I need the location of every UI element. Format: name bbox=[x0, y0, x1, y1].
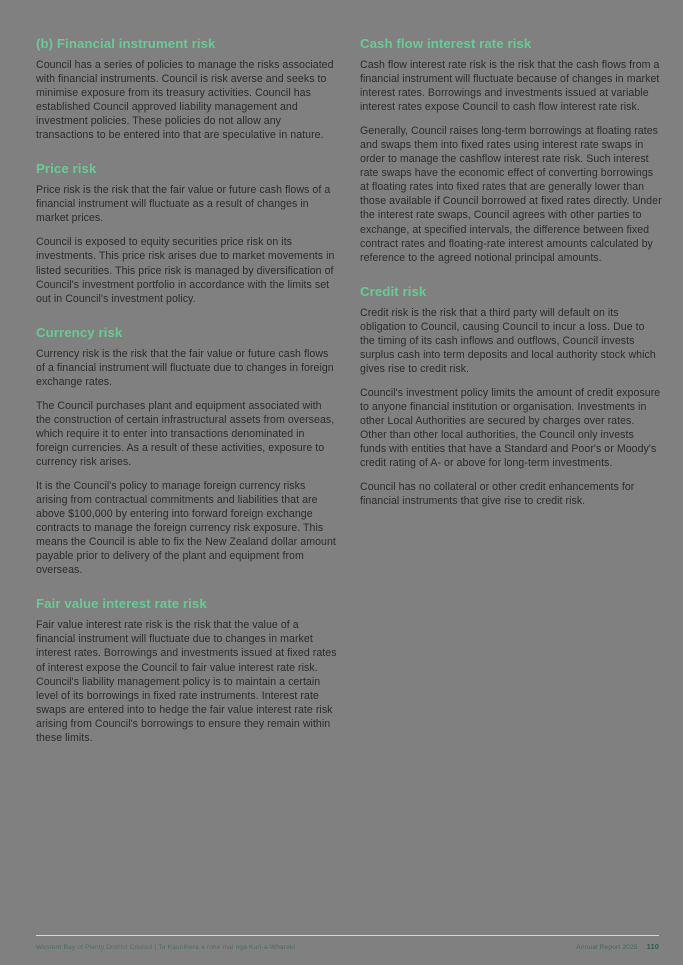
paragraph: Generally, Council raises long-term borrowings at floating rates and swaps them into fixed rates using interest rate swaps in order to manage the cashflow interest rate risk. Such interest rate swaps have the economic effect of converting borrowings at floating rates into fixed rates that are generally lower than those available if Council borrowed at fixed rates directly. Under the interest rate swaps, Council agrees with other parties to exchange, at specified intervals, the difference between fixed contract rates and floating-rate interest amounts calculated by reference to the agreed notional principal amounts. bbox=[360, 125, 662, 264]
paragraph: Council has no collateral or other credit enhancements for financial instruments that give rise to credit risk. bbox=[360, 481, 635, 508]
right-column bbox=[360, 36, 662, 508]
left-column bbox=[36, 36, 338, 745]
footer-row bbox=[36, 942, 659, 951]
paragraph: The Council purchases plant and equipment associated with the construction of certain infrastructural assets from overseas, which require it to enter into transactions denominated in foreign currencies. As a result of these activities, exposure to currency risk arises. bbox=[36, 399, 335, 468]
two-column-layout bbox=[36, 36, 662, 745]
footer-page-number: 110 bbox=[646, 942, 659, 951]
section-heading: Credit risk bbox=[360, 283, 427, 299]
footer-divider bbox=[36, 935, 659, 936]
footer-right-group bbox=[576, 942, 659, 951]
section-financial-instrument-risk bbox=[36, 36, 338, 142]
section-currency-risk bbox=[36, 325, 338, 578]
section-heading: Cash flow interest rate risk bbox=[360, 36, 532, 51]
paragraph: It is the Council's policy to manage foreign currency risks arising from contractual commitments and liabilities that are above $100,000 by entering into forward foreign exchange contracts to manage the foreign currency risk exposure. This means the Council is able to fix the New Zealand dollar amount payable prior to delivery of the plant and equipment from overseas. bbox=[36, 480, 336, 577]
section-price-risk bbox=[36, 161, 338, 305]
paragraph: Currency risk is the risk that the fair value or future cash flows of a financial instrument will fluctuate due to changes in foreign exchange rates. bbox=[36, 347, 334, 388]
paragraph: Council has a series of policies to manage the risks associated with financial instruments. Council is risk averse and seeks to minimise exposure from its treasury activities. Council has established Council approved liability management and investment policies. These policies do not allow any transactions to be entered into that are speculative in nature. bbox=[36, 59, 334, 142]
section-heading: Price risk bbox=[36, 161, 97, 177]
paragraph: Council is exposed to equity securities price risk on its investments. This price risk arises due to market movements in listed securities. This price risk is managed by diversification of Council's investment portfolio in accordance with the limits set out in Council's investment policy. bbox=[36, 236, 335, 305]
footer-document-title: Annual Report 2025 bbox=[576, 944, 638, 951]
paragraph: Fair value interest rate risk is the risk that the value of a financial instrument will fluctuate due to changes in market interest rates. Borrowings and investments issued at fixed rates of interest expose the Council to fair value interest rate risk. Council's liability management policy is to maintain a certain level of its borrowings in fixed rate instruments. Interest rate swaps are entered into to hedge the fair value interest rate risk arising from Council's borrowings to ensure they remain within these limits. bbox=[36, 619, 337, 744]
section-heading: Fair value interest rate risk bbox=[36, 596, 207, 612]
paragraph: Credit risk is the risk that a third party will default on its obligation to Council, causing Council to incur a loss. Due to the timing of its cash inflows and outflows, Council invests surplus cash into term deposits and local authority stock which gives rise to credit risk. bbox=[360, 306, 656, 375]
section-fair-value-interest-rate-risk bbox=[36, 596, 338, 744]
section-heading: (b) Financial instrument risk bbox=[36, 36, 216, 51]
footer-organisation: Western Bay of Plenty District Council | Te Kaunihera a rohe mai nga Kuri-a-Whareki bbox=[36, 944, 296, 951]
paragraph: Council's investment policy limits the amount of credit exposure to anyone financial institution or organisation. Investments in other Local Authorities are secured by charges over rates. Other than other local authorities, the Council only invests funds with entities that have a Standard and Poor's or Moody's credit rating of A- or above for long-term investments. bbox=[360, 386, 661, 470]
section-cash-flow-interest-rate-risk bbox=[360, 36, 662, 265]
paragraph: Price risk is the risk that the fair value or future cash flows of a financial instrument will fluctuate as a result of changes in market prices. bbox=[36, 184, 331, 225]
paragraph: Cash flow interest rate risk is the risk that the cash flows from a financial instrument will fluctuate because of changes in market interest rates. Borrowings and investments issued at variable interest rates expose Council to cash flow interest rate risk. bbox=[360, 59, 660, 114]
section-heading: Currency risk bbox=[36, 324, 123, 340]
section-credit-risk bbox=[360, 284, 662, 509]
page-footer bbox=[36, 935, 659, 951]
